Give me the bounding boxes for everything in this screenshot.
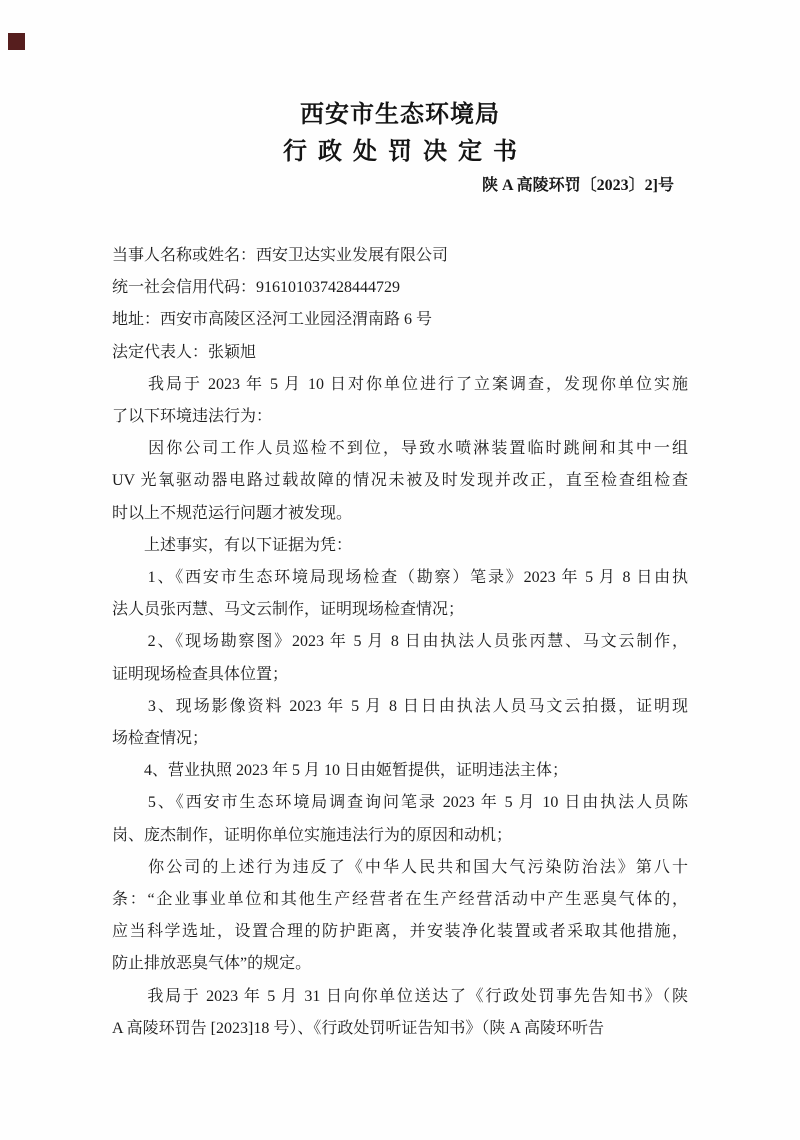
text-line: UV 光氧驱动器电路过载故障的情况未被及时发现并改正，直至检查组检查 (112, 472, 688, 490)
address-line: 地址：西安市高陵区泾河工业园泾渭南路 6 号 (112, 311, 433, 329)
evidence-item-4: 4、营业执照 2023 年 5 月 10 日由姬暂提供，证明违法主体； (112, 762, 569, 780)
doc-title: 行政处罚决定书 (283, 138, 528, 165)
text-line: 场检查情况； (112, 730, 209, 748)
text-line: 证明现场检查具体位置； (112, 665, 289, 683)
text-line: 因你公司工作人员巡检不到位，导致水喷淋装置临时跳闸和其中一组 (112, 440, 688, 458)
evidence-item-1: 1、《西安市生态环境局现场检查（勘察）笔录》2023 年 5 月 8 日由执 (112, 569, 688, 587)
credit-code-line: 统一社会信用代码：916101037428444729 (112, 279, 401, 297)
text-line: 我局于 2023 年 5 月 31 日向你单位送达了《行政处罚事先告知书》（陕 (112, 987, 688, 1005)
text-line: 防止排放恶臭气体”的规定。 (112, 955, 312, 973)
scan-artifact-square (8, 33, 25, 50)
text-line: 你公司的上述行为违反了《中华人民共和国大气污染防治法》第八十 (112, 858, 688, 876)
legal-rep-line: 法定代表人：张颖旭 (112, 343, 257, 361)
text-line: 时以上不规范运行问题才被发现。 (112, 504, 353, 522)
doc-number: 陕 A 高陵环罚〔2023〕2]号 (481, 177, 674, 194)
evidence-item-3: 3、现场影像资料 2023 年 5 月 8 日日由执法人员马文云拍摄，证明现 (112, 697, 688, 715)
text-line: 法人员张丙慧、马文云制作，证明现场检查情况； (112, 601, 465, 619)
text-line: 条：“企业事业单位和其他生产经营者在生产经营活动中产生恶臭气体的， (112, 891, 688, 909)
text-line: 应当科学选址，设置合理的防护距离，并安装净化装置或者采取其他措施， (112, 923, 688, 941)
text-line: A 高陵环罚告 [2023]18 号）、《行政处罚听证告知书》（陕 A 高陵环听告 (112, 1019, 605, 1037)
party-name-line: 当事人名称或姓名：西安卫达实业发展有限公司 (112, 247, 449, 264)
text-line: 上述事实，有以下证据为凭： (112, 536, 353, 554)
org-title: 西安市生态环境局 (300, 101, 500, 128)
text-line: 我局于 2023 年 5 月 10 日对你单位进行了立案调查，发现你单位实施 (112, 375, 688, 393)
evidence-item-5: 5、《西安市生态环境局调查询问笔录 2023 年 5 月 10 日由执法人员陈 (112, 794, 688, 812)
evidence-item-2: 2、《现场勘察图》2023 年 5 月 8 日由执法人员张丙慧、马文云制作， (112, 633, 688, 651)
document-body (112, 240, 688, 1045)
text-line: 了以下环境违法行为： (112, 408, 273, 426)
text-line: 岗、庞杰制作，证明你单位实施违法行为的原因和动机； (112, 826, 513, 844)
